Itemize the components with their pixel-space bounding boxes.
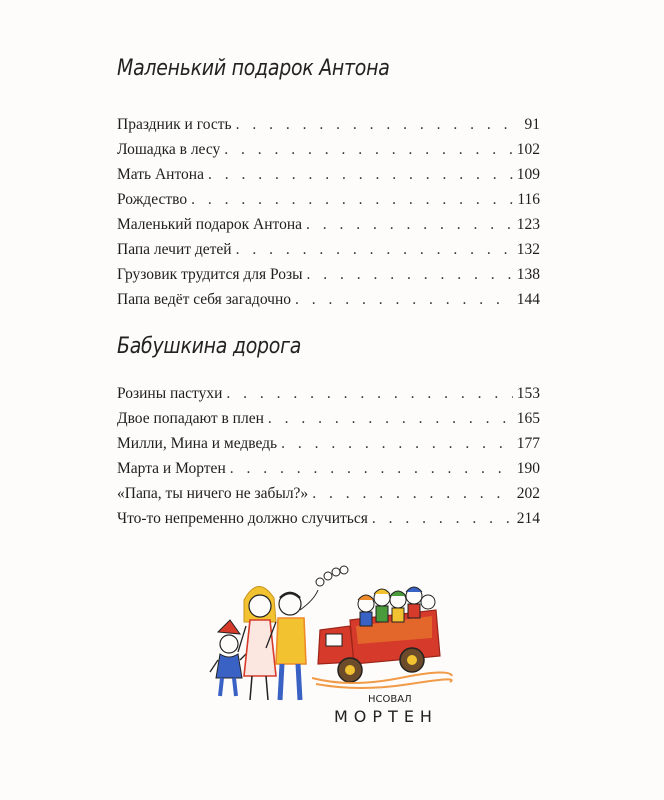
signature-line-1: НСОВАЛ <box>368 694 412 705</box>
family-truck-drawing <box>200 560 460 735</box>
dot-leader <box>268 406 513 431</box>
toc-entry-title: Мать Антона <box>117 166 204 183</box>
toc-entry[interactable] <box>117 187 540 212</box>
dot-leader <box>226 381 512 406</box>
toc-entry[interactable] <box>117 237 540 262</box>
section-title-1: Маленький подарок Антона <box>117 56 390 81</box>
toc-entry-page: 165 <box>516 410 540 427</box>
toc-entry-page: 144 <box>516 291 540 308</box>
toc-entry-page: 138 <box>516 266 540 283</box>
section-title-2: Бабушкина дорога <box>117 334 302 359</box>
toc-entry-title: Папа лечит детей <box>117 241 232 258</box>
toc-entry[interactable] <box>117 212 540 237</box>
toc-entry[interactable] <box>117 162 540 187</box>
child-figure <box>210 620 248 696</box>
toc-entry-page: 102 <box>516 141 540 158</box>
toc-entry-title: Двое попадают в плен <box>117 410 264 427</box>
toc-entry[interactable] <box>117 431 540 456</box>
dot-leader <box>295 287 513 312</box>
toc-entry-page: 190 <box>516 460 540 477</box>
mother-figure <box>238 586 276 700</box>
toc-entry-title: Грузовик трудится для Розы <box>117 266 303 283</box>
toc-entry[interactable] <box>117 137 540 162</box>
dot-leader <box>236 237 513 262</box>
toc-entry-title: Рождество <box>117 191 188 208</box>
toc-entry-page: 91 <box>524 116 540 133</box>
dot-leader <box>208 162 513 187</box>
toc-entry-page: 116 <box>517 191 540 208</box>
toc-entry-title: Что-то непременно должно случиться <box>117 510 368 527</box>
toc-entry-page: 123 <box>516 216 540 233</box>
dot-leader <box>224 137 513 162</box>
toc-entry-title: Лошадка в лесу <box>117 141 221 158</box>
toc-entry-page: 109 <box>516 166 540 183</box>
toc-entry[interactable] <box>117 481 540 506</box>
toc-entry[interactable] <box>117 406 540 431</box>
toc-entry-title: Милли, Мина и медведь <box>117 435 278 452</box>
dot-leader <box>307 262 513 287</box>
toc-entry[interactable] <box>117 456 540 481</box>
dot-leader <box>306 212 513 237</box>
toc-entry[interactable] <box>117 112 540 137</box>
toc-entry-title: Розины пастухи <box>117 385 223 402</box>
toc-entry[interactable] <box>117 381 540 406</box>
toc-entry-page: 214 <box>516 510 540 527</box>
toc-list-1 <box>117 112 540 312</box>
toc-list-2 <box>117 381 540 531</box>
toc-entry-title: Маленький подарок Антона <box>117 216 303 233</box>
toc-entry-title: Папа ведёт себя загадочно <box>117 291 292 308</box>
toc-entry-page: 153 <box>516 385 540 402</box>
dot-leader <box>191 187 513 212</box>
toc-entry-title: Марта и Мортен <box>117 460 226 477</box>
dot-leader <box>230 456 513 481</box>
smoke-loops <box>316 566 348 586</box>
toc-entry-page: 177 <box>516 435 540 452</box>
toc-entry[interactable] <box>117 262 540 287</box>
dot-leader <box>372 506 513 531</box>
signature-line-2: МОРТЕН <box>334 707 438 726</box>
dot-leader <box>312 481 513 506</box>
ground-scribble <box>312 672 452 688</box>
artist-signature <box>334 694 438 726</box>
toc-entry[interactable] <box>117 287 540 312</box>
dot-leader <box>281 431 513 456</box>
toc-entry[interactable] <box>117 506 540 531</box>
dot-leader <box>236 112 521 137</box>
toc-entry-title: «Папа, ты ничего не забыл?» <box>117 485 309 502</box>
toc-entry-title: Праздник и гость <box>117 116 232 133</box>
toc-entry-page: 132 <box>516 241 540 258</box>
toc-entry-page: 202 <box>516 485 540 502</box>
